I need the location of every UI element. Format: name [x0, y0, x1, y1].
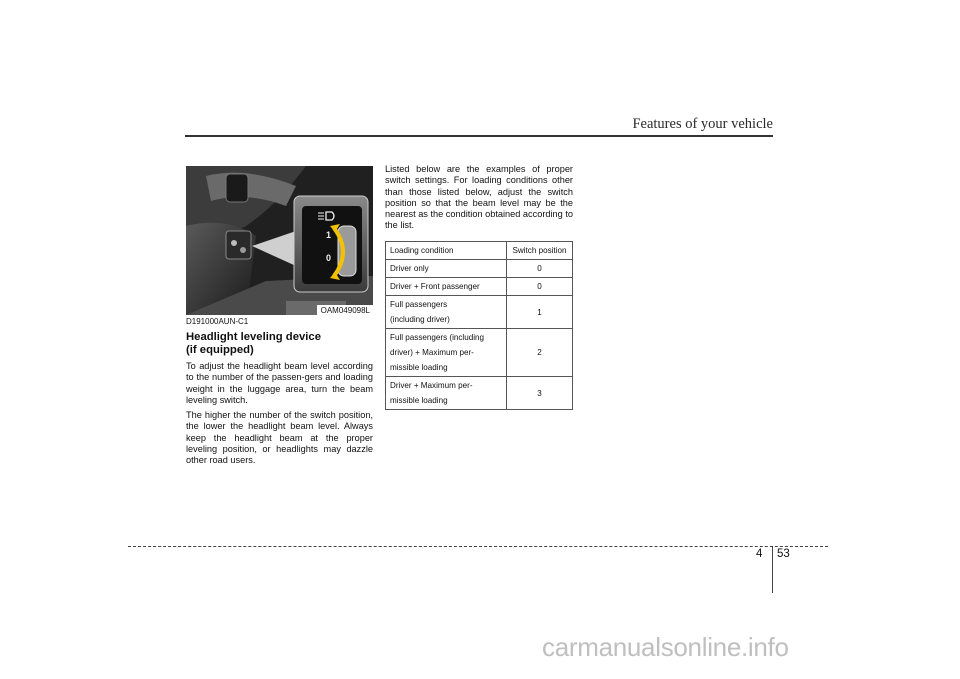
table-row	[386, 377, 573, 410]
row-condition	[386, 377, 507, 410]
switch-number-0: 0	[326, 253, 332, 263]
condition-line: (including driver)	[390, 315, 450, 324]
table-header-row	[386, 242, 573, 260]
dashboard-illustration	[186, 166, 373, 315]
paragraph-2: The higher the number of the switch position, the lower the headlight beam level. Always keep the headlight beam at the proper leveling position, or headlights may dazzle other road users.	[186, 410, 373, 466]
left-column	[186, 317, 373, 471]
condition-line: Driver + Front passenger	[390, 282, 480, 291]
header-loading-condition: Loading condition	[386, 242, 507, 260]
condition-line: Driver + Maximum per-	[390, 381, 473, 390]
table-row	[386, 278, 573, 296]
row-position: 2	[507, 329, 573, 377]
header-switch-position: Switch position	[507, 242, 573, 260]
chapter-number: 4	[756, 548, 763, 560]
condition-line: missible loading	[390, 363, 448, 372]
condition-line: missible loading	[390, 396, 448, 405]
figure-code: OAM049098L	[317, 305, 373, 315]
reference-code: D191000AUN-C1	[186, 317, 249, 326]
section-title: Features of your vehicle	[632, 116, 773, 132]
condition-line: driver) + Maximum per-	[390, 348, 474, 357]
watermark: carmanualsonline.info	[542, 632, 789, 662]
switch-settings-table	[385, 241, 573, 410]
headlight-leveling-photo	[186, 166, 373, 315]
condition-line: Full passengers (including	[390, 333, 485, 342]
page-number-divider	[772, 546, 773, 593]
switch-number-1: 1	[326, 230, 332, 240]
table-row	[386, 260, 573, 278]
section-heading	[186, 331, 373, 357]
row-position: 0	[507, 278, 573, 296]
row-condition	[386, 296, 507, 329]
intro-paragraph: Listed below are the examples of proper switch settings. For loading conditions other than those listed below, adjust the switch position so that the beam level may be the nearest as the condition obtained according to the list.	[385, 164, 573, 231]
right-column	[385, 164, 573, 232]
paragraph-1: To adjust the headlight beam level according to the number of the passen-gers and loading weight in the luggage area, turn the beam leveling switch.	[186, 361, 373, 405]
row-condition	[386, 329, 507, 377]
condition-line: Full passengers	[390, 300, 448, 309]
header-rule	[185, 135, 773, 137]
page-number: 53	[777, 548, 790, 560]
footer-rule	[128, 546, 828, 547]
table-row	[386, 296, 573, 329]
heading-line-1: Headlight leveling device	[186, 331, 321, 343]
heading-line-2: (if equipped)	[186, 344, 254, 356]
table-row	[386, 329, 573, 377]
row-position: 0	[507, 260, 573, 278]
row-position: 1	[507, 296, 573, 329]
row-condition	[386, 278, 507, 296]
row-condition	[386, 260, 507, 278]
row-position: 3	[507, 377, 573, 410]
condition-line: Driver only	[390, 264, 429, 273]
